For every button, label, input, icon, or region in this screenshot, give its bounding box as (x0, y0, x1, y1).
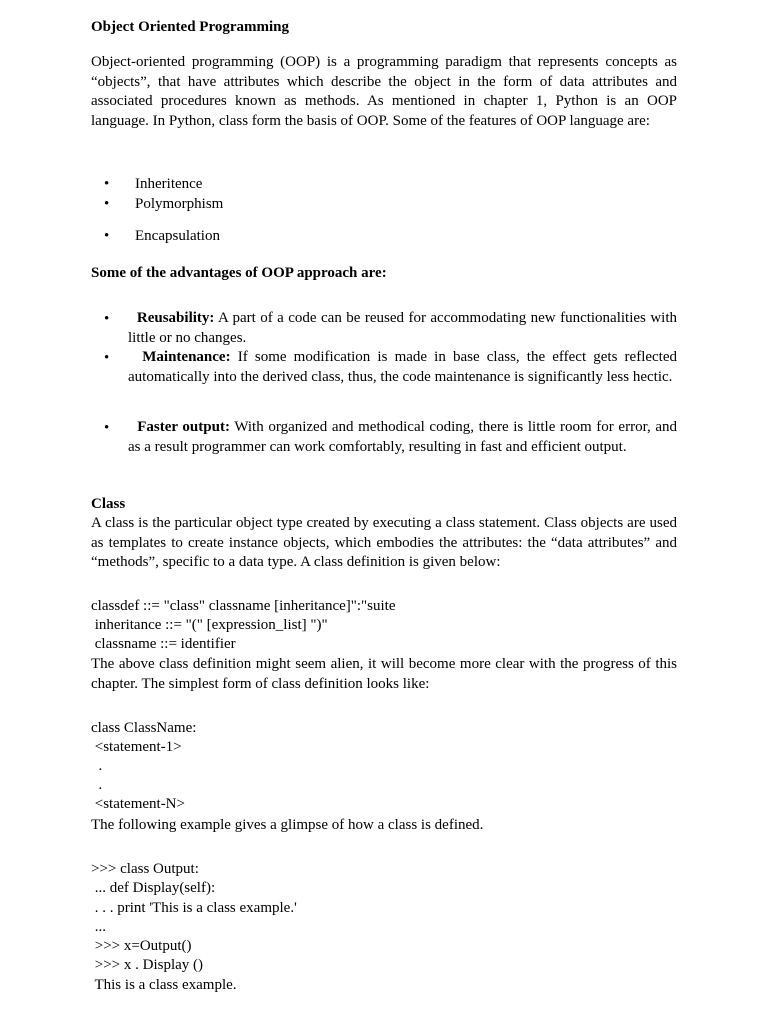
page-title: Object Oriented Programming (91, 19, 290, 35)
code-line: ... (91, 919, 106, 935)
bullet-marker: • (104, 350, 110, 366)
code-line: . (91, 758, 103, 774)
advantage-text: A part of a code can be reused for accommodating new functionalities with little or no changes. (128, 310, 677, 346)
class-heading: Class (91, 496, 126, 512)
code-output-line: This is a class example. (91, 977, 237, 993)
advantage-term: Maintenance: (142, 349, 231, 365)
feature-item: Polymorphism (135, 196, 224, 212)
bullet-marker: • (104, 420, 110, 436)
code-line: . (91, 777, 103, 793)
advantage-text: With organized and methodical coding, there is little room for error, and as a result programmer can work comfortably, resulting in fast and efficient output. (128, 419, 677, 455)
example-intro: The following example gives a glimpse of how a class is defined. (91, 817, 484, 833)
advantage-item (128, 309, 677, 348)
grammar-line: classname ::= identifier (91, 636, 236, 652)
bullet-marker: • (104, 228, 110, 244)
code-line: >>> x . Display () (91, 957, 204, 973)
bullet-marker: • (104, 311, 110, 327)
code-line: <statement-1> (91, 739, 182, 755)
code-line: ... def Display(self): (91, 880, 216, 896)
advantage-text: If some modification is made in base class, the effect gets reflected automatically into the derived class, thus, the code maintenance is significantly less hectic. (128, 349, 678, 385)
advantage-item (128, 348, 677, 387)
advantage-term: Reusability: (136, 310, 215, 326)
advantages-heading: Some of the advantages of OOP approach are: (91, 265, 387, 281)
grammar-line: classdef ::= "class" classname [inheritance]":"suite (91, 598, 396, 614)
feature-item: Encapsulation (135, 228, 220, 244)
code-line: >>> x=Output() (91, 938, 192, 954)
feature-item: Inheritence (135, 176, 203, 192)
class-intro-paragraph: A class is the particular object type created by executing a class statement. Class objects are used as templates to create instance objects, which embodies the attributes: the “data attributes” and “methods”, specific to a data type. A class definition is given below: (91, 515, 677, 570)
code-line: <statement-N> (91, 796, 185, 812)
code-line: class ClassName: (91, 720, 197, 736)
grammar-line: inheritance ::= "(" [expression_list] ")" (91, 617, 328, 633)
advantage-item (128, 418, 677, 457)
code-line: >>> class Output: (91, 861, 199, 877)
code-line: . . . print 'This is a class example.' (91, 900, 297, 916)
bullet-marker: • (104, 196, 110, 212)
bullet-marker: • (104, 176, 110, 192)
advantage-term: Faster output: (137, 419, 230, 435)
intro-paragraph: Object-oriented programming (OOP) is a programming paradigm that represents concepts as “objects”, that have attributes which describe the object in the form of data attributes and associated procedures known as methods. As mentioned in chapter 1, Python is an OOP language. In Python, class form the basis of OOP. Some of the features of OOP language are: (91, 54, 677, 129)
grammar-note-paragraph: The above class definition might seem alien, it will become more clear with the progress of this chapter. The simplest form of class definition looks like: (91, 656, 677, 692)
